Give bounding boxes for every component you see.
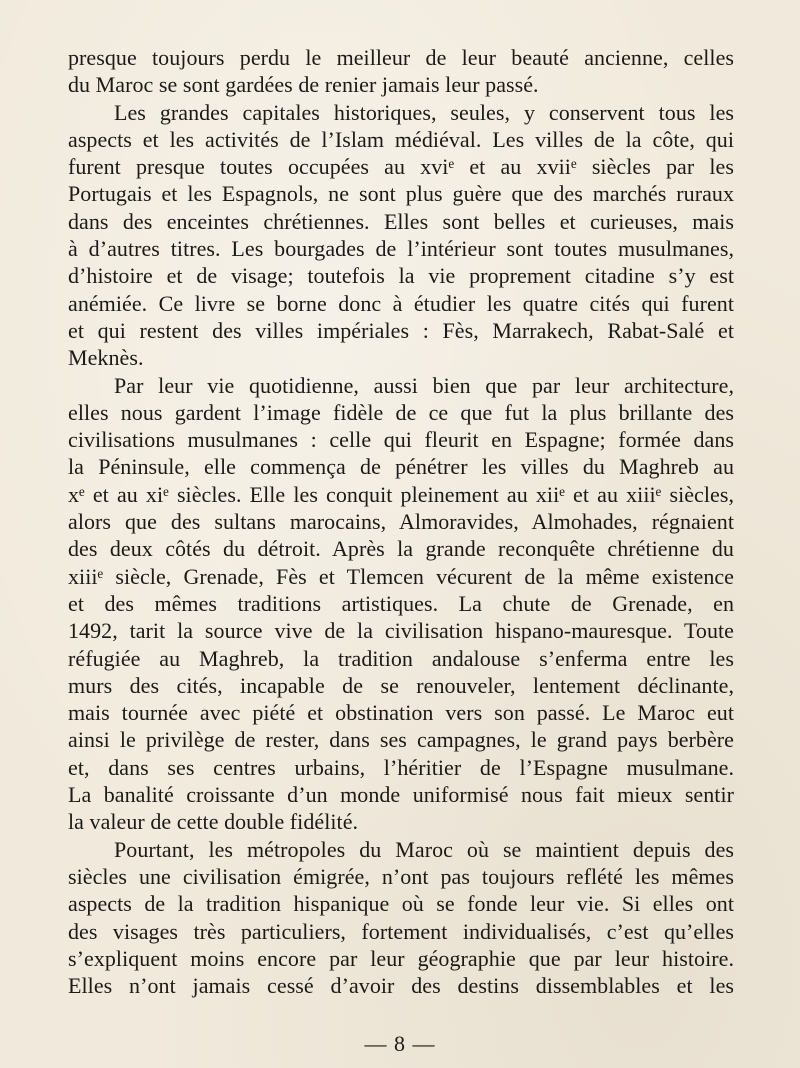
text-line: et qui restent des villes impériales : Fès, Marrakech, Rabat-Salé et [68, 317, 734, 343]
text-line: anémiée. Ce livre se borne donc à étudier les quatre cités qui furent [68, 290, 734, 316]
text-line: à d’autres titres. Les bourgades de l’intérieur sont toutes musulmanes, [68, 236, 734, 262]
paragraph-3 [68, 372, 734, 836]
text-line: alors que des sultans marocains, Almoravides, Almohades, régnaient [68, 509, 734, 535]
text-line: réfugiée au Maghreb, la tradition andalouse s’enferma entre les [68, 645, 734, 671]
text-line: du Maroc se sont gardées de renier jamais leur passé. [68, 72, 539, 98]
text-line: murs des cités, incapable de se renouveler, lentement déclinante, [68, 672, 734, 698]
text-line: et des mêmes traditions artistiques. La chute de Grenade, en [68, 590, 734, 616]
text-line: elles nous gardent l’image fidèle de ce que fut la plus brillante des [68, 399, 734, 425]
text-line: xiiiᵉ siècle, Grenade, Fès et Tlemcen vécurent de la même existence [68, 563, 734, 589]
text-line: dans des enceintes chrétiennes. Elles sont belles et curieuses, mais [68, 208, 734, 234]
text-line: Elles n’ont jamais cessé d’avoir des destins dissemblables et les [68, 973, 734, 999]
paragraph-1 [68, 44, 734, 99]
page-number: — 8 — [364, 1031, 436, 1056]
text-line: d’histoire et de visage; toutefois la vie proprement citadine s’y est [68, 263, 734, 289]
text-line: des visages très particuliers, fortement individualisés, c’est qu’elles [68, 918, 734, 944]
paragraph-2 [68, 99, 734, 372]
text-line: Meknès. [68, 345, 144, 371]
text-line: Portugais et les Espagnols, ne sont plus guère que des marchés ruraux [68, 181, 734, 207]
text-line: aspects et les activités de l’Islam médiéval. Les villes de la côte, qui [68, 126, 734, 152]
text-line: ainsi le privilège de rester, dans ses campagnes, le grand pays berbère [68, 727, 734, 753]
text-line: la Péninsule, elle commença de pénétrer les villes du Maghreb au [68, 454, 734, 480]
text-line: furent presque toutes occupées au xviᵉ et au xviiᵉ siècles par les [68, 154, 734, 180]
body-text [68, 44, 734, 999]
text-line: Les grandes capitales historiques, seules, y conservent tous les [114, 99, 734, 125]
text-line: s’expliquent moins encore par leur géographie que par leur histoire. [68, 945, 734, 971]
text-line: Par leur vie quotidienne, aussi bien que par leur architecture, [114, 372, 734, 398]
text-line: xᵉ et au xiᵉ siècles. Elle les conquit pleinement au xiiᵉ et au xiiiᵉ siècles, [68, 481, 734, 507]
paragraph-4 [68, 836, 734, 1000]
text-line: presque toujours perdu le meilleur de leur beauté ancienne, celles [68, 45, 734, 70]
text-line: mais tournée avec piété et obstination vers son passé. Le Maroc eut [68, 700, 734, 726]
text-line: 1492, tarit la source vive de la civilisation hispano-mauresque. Toute [68, 618, 734, 644]
text-line: la valeur de cette double fidélité. [68, 809, 359, 835]
text-line: Pourtant, les métropoles du Maroc où se maintient depuis des [114, 836, 734, 862]
text-line: des deux côtés du détroit. Après la grande reconquête chrétienne du [68, 536, 734, 562]
text-line: et, dans ses centres urbains, l’héritier de l’Espagne musulmane. [68, 754, 734, 780]
text-line: La banalité croissante d’un monde uniformisé nous fait mieux sentir [68, 782, 734, 808]
text-line: siècles une civilisation émigrée, n’ont pas toujours reflété les mêmes [68, 863, 734, 889]
text-line: civilisations musulmanes : celle qui fleurit en Espagne; formée dans [68, 427, 734, 453]
text-line: aspects de la tradition hispanique où se fonde leur vie. Si elles ont [68, 891, 734, 917]
